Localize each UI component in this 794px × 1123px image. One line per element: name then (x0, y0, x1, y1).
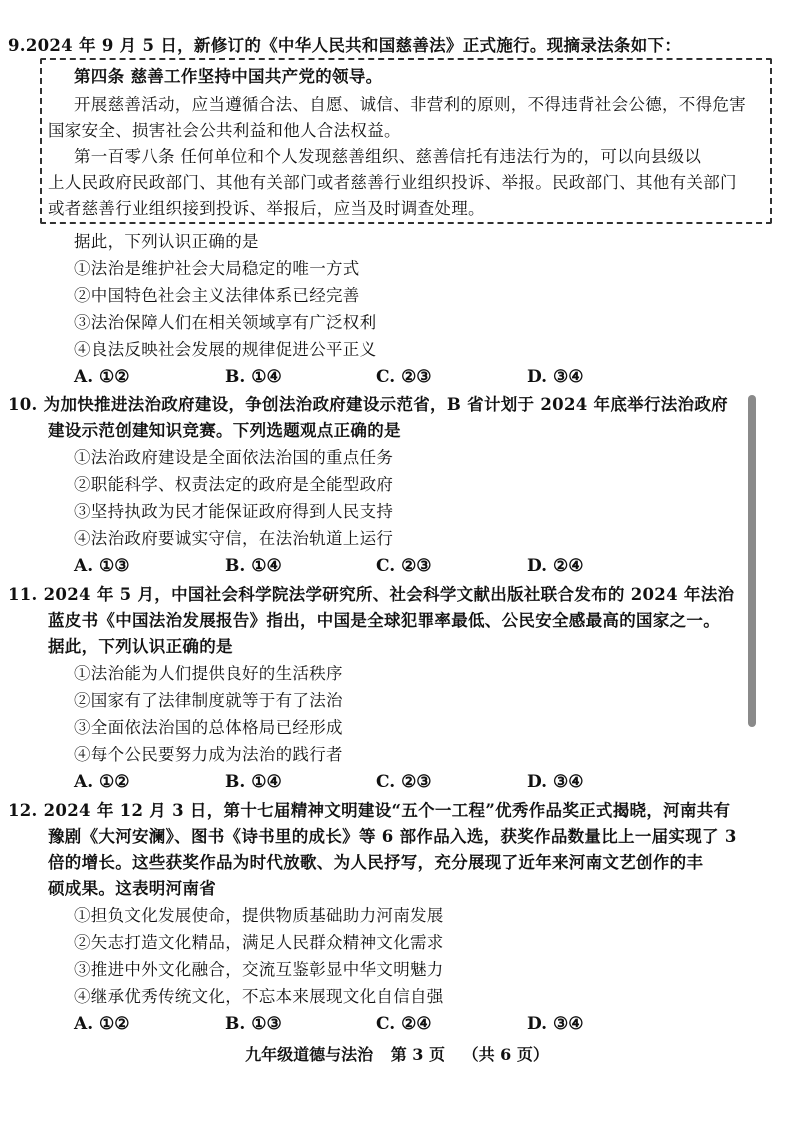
q11-stem-line-2: 蓝皮书《中国法治发展报告》指出，中国是全球犯罪率最低、公民安全感最高的国家之一。 (48, 611, 720, 630)
law-article-4-text-cont: 国家安全、损害社会公共利益和他人合法权益。 (48, 121, 401, 140)
footer-total-pages: （共 6 页） (462, 1045, 549, 1064)
q11-item-2: ②国家有了法律制度就等于有了法治 (74, 691, 343, 710)
q11-stem-line-1: 11. 2024 年 5 月，中国社会科学院法学研究所、社会科学文献出版社联合发布的 2024 年法治 (8, 585, 735, 604)
q12-item-1: ①担负文化发展使命，提供物质基础助力河南发展 (74, 906, 444, 925)
q12-item-2: ②矢志打造文化精品，满足人民群众精神文化需求 (74, 933, 444, 952)
q11-option-c: C. ②③ (376, 772, 432, 792)
q9-option-d: D. ③④ (527, 367, 584, 387)
q12-stem-line-1: 12. 2024 年 12 月 3 日，第十七届精神文明建设“五个一工程”优秀作品奖正式揭晓，河南共有 (8, 801, 731, 820)
law-article-4-heading: 第四条 慈善工作坚持中国共产党的领导。 (74, 67, 383, 86)
q9-item-4: ④良法反映社会发展的规律促进公平正义 (74, 340, 377, 359)
q12-option-d: D. ③④ (527, 1014, 584, 1034)
q10-item-3: ③坚持执政为民才能保证政府得到人民支持 (74, 502, 394, 521)
q11-item-3: ③全面依法治国的总体格局已经形成 (74, 718, 343, 737)
law-article-108-text: 上人民政府民政部门、其他有关部门或者慈善行业组织投诉、举报。民政部门、其他有关部门 (48, 173, 737, 192)
q12-item-3: ③推进中外文化融合，交流互鉴彰显中华文明魅力 (74, 960, 444, 979)
q11-stem-line-3: 据此，下列认识正确的是 (48, 637, 233, 656)
q12-option-a: A. ①② (74, 1014, 130, 1034)
footer-page-number: 第 3 页 (390, 1045, 445, 1064)
q10-item-4: ④法治政府要诚实守信，在法治轨道上运行 (74, 529, 394, 548)
q12-option-b: B. ①③ (225, 1014, 282, 1034)
q11-option-d: D. ③④ (527, 772, 584, 792)
q11-item-1: ①法治能为人们提供良好的生活秩序 (74, 664, 343, 683)
q11-option-a: A. ①② (74, 772, 130, 792)
q10-option-d: D. ②④ (527, 556, 584, 576)
q11-item-4: ④每个公民要努力成为法治的践行者 (74, 745, 343, 764)
q12-stem-line-3: 倍的增长。这些获奖作品为时代放歌、为人民抒写，充分展现了近年来河南文艺创作的丰 (48, 853, 704, 872)
law-article-4-text: 开展慈善活动，应当遵循合法、自愿、诚信、非营利的原则，不得违背社会公德，不得危害 (74, 95, 746, 114)
q10-item-1: ①法治政府建设是全面依法治国的重点任务 (74, 448, 394, 467)
q10-option-c: C. ②③ (376, 556, 432, 576)
q9-option-a: A. ①② (74, 367, 130, 387)
q10-option-a: A. ①③ (74, 556, 130, 576)
q12-option-c: C. ②④ (376, 1014, 432, 1034)
page-footer (0, 1042, 794, 1065)
q9-option-b: B. ①④ (225, 367, 282, 387)
q11-option-b: B. ①④ (225, 772, 282, 792)
q12-item-4: ④继承优秀传统文化，不忘本来展现文化自信自强 (74, 987, 444, 1006)
q9-item-1: ①法治是维护社会大局稳定的唯一方式 (74, 259, 360, 278)
q10-stem-line-1: 10. 为加快推进法治政府建设，争创法治政府建设示范省，B 省计划于 2024 年底举行法治政府 (8, 395, 728, 414)
law-article-108-heading: 第一百零八条 任何单位和个人发现慈善组织、慈善信托有违法行为的，可以向县级以 (74, 147, 702, 166)
q9-option-c: C. ②③ (376, 367, 432, 387)
q9-prompt: 据此，下列认识正确的是 (74, 232, 259, 251)
vertical-scrollbar[interactable] (748, 395, 756, 727)
q10-stem-line-2: 建设示范创建知识竞赛。下列选题观点正确的是 (48, 421, 401, 440)
q12-stem-line-4: 硕成果。这表明河南省 (48, 879, 216, 898)
q9-item-3: ③法治保障人们在相关领域享有广泛权利 (74, 313, 377, 332)
q9-item-2: ②中国特色社会主义法律体系已经完善 (74, 286, 360, 305)
q9-stem: 9.2024 年 9 月 5 日，新修订的《中华人民共和国慈善法》正式施行。现摘录法条如下： (8, 36, 682, 55)
q10-item-2: ②职能科学、权责法定的政府是全能型政府 (74, 475, 394, 494)
law-article-108-text-cont: 或者慈善行业组织接到投诉、举报后，应当及时调查处理。 (48, 199, 485, 218)
q12-stem-line-2: 豫剧《大河安澜》、图书《诗书里的成长》等 6 部作品入选，获奖作品数量比上一届实现了 3 (48, 827, 737, 846)
q10-option-b: B. ①④ (225, 556, 282, 576)
footer-subject: 九年级道德与法治 (245, 1045, 374, 1064)
